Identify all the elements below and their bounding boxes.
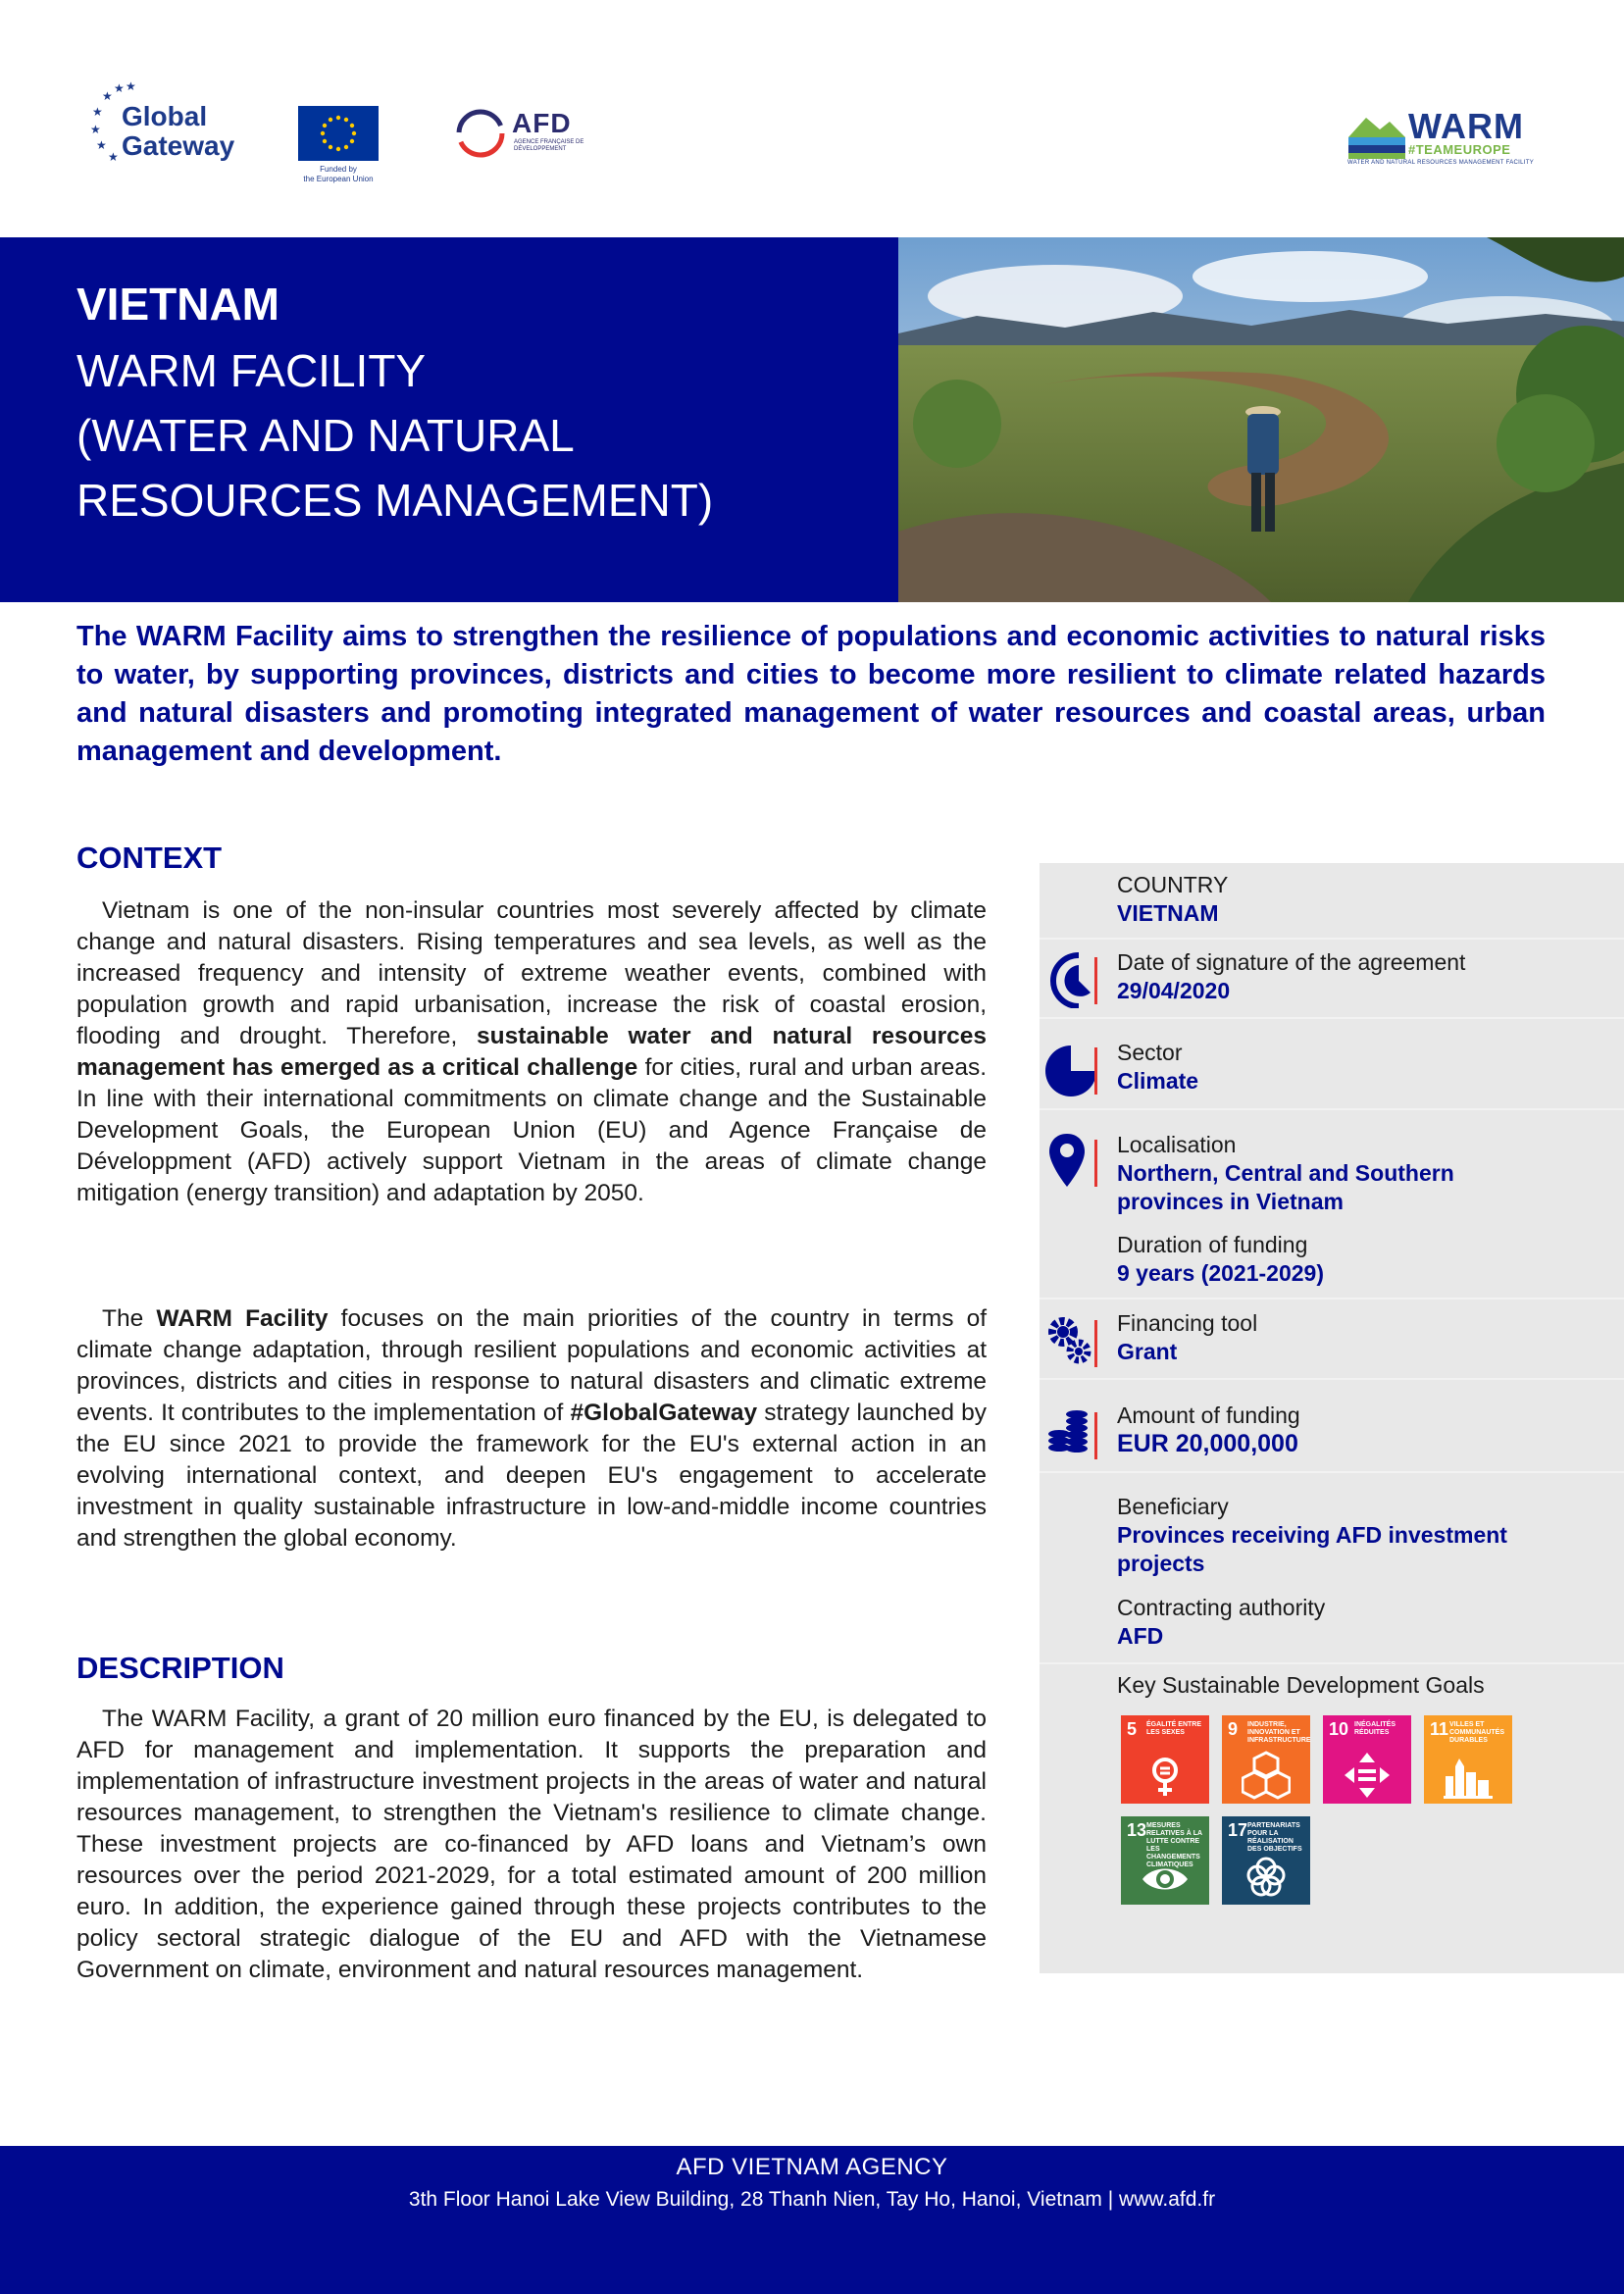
map-pin-icon bbox=[1045, 1132, 1104, 1191]
sdg-10-reduced-inequalities-tile bbox=[1323, 1715, 1411, 1804]
fact-country bbox=[1117, 871, 1588, 928]
context-p1-emphasis: sustainable water and natural resources management has emerged as a critical challenge bbox=[76, 1023, 987, 1081]
eu-flag-icon bbox=[298, 106, 379, 161]
sidebar-divider bbox=[1040, 1108, 1624, 1110]
beneficiary-value-line1: Provinces receiving AFD investment bbox=[1117, 1522, 1507, 1548]
sdg-number: 9 bbox=[1228, 1719, 1239, 1739]
sidebar-divider bbox=[1040, 1017, 1624, 1019]
context-paragraph-2 bbox=[76, 1303, 987, 1555]
sdg-11-sustainable-cities-tile bbox=[1424, 1715, 1512, 1804]
date-value: 29/04/2020 bbox=[1117, 978, 1231, 1003]
svg-text:★: ★ bbox=[96, 138, 107, 152]
financing-tool-label: Financing tool bbox=[1117, 1310, 1258, 1336]
localisation-label: Localisation bbox=[1117, 1132, 1237, 1157]
context-p2-emphasis-warm: WARM Facility bbox=[156, 1305, 329, 1332]
sidebar-divider bbox=[1040, 1471, 1624, 1473]
fact-financing-tool bbox=[1117, 1309, 1588, 1366]
context-p2-text-a: The bbox=[102, 1305, 157, 1332]
fact-amount bbox=[1117, 1402, 1588, 1458]
banner-subtitle-line3: RESOURCES MANAGEMENT) bbox=[76, 475, 714, 526]
footer-address: 3th Floor Hanoi Lake View Building, 28 Thanh Nien, Tay Ho, Hanoi, Vietnam | www.afd.fr bbox=[408, 2188, 1216, 2211]
amount-label: Amount of funding bbox=[1117, 1402, 1300, 1428]
sdg-title: INÉGALITÉS RÉDUITES bbox=[1354, 1721, 1396, 1736]
context-p2-text-b: focuses on the main priorities of the country in terms of climate change adaptation, through resilient populations and economic activities at provinces, districts and cities in response to natural disasters and climatic extreme events. It contributes to the implementation of bbox=[76, 1305, 988, 1426]
afd-subtitle: AGENCE FRANÇAISE DE DÉVELOPPEMENT bbox=[514, 139, 584, 152]
fact-sector bbox=[1117, 1039, 1588, 1096]
sdg-number: 5 bbox=[1127, 1719, 1138, 1739]
country-label: COUNTRY bbox=[1117, 872, 1229, 897]
context-heading: CONTEXT bbox=[76, 841, 223, 875]
context-p1-text-a: Vietnam is one of the non-insular countries most severely affected by climate change and natural disasters. Rising temperatures and sea levels, as well as the increased frequency and intensity of extreme weather events, combined with population growth and rapid urbanisation, increase the risk of coastal erosion, flooding and drought. Therefore, bbox=[76, 897, 987, 1049]
banner-subtitle-line2: (WATER AND NATURAL bbox=[76, 410, 575, 461]
banner-subtitle-line1: WARM FACILITY bbox=[76, 345, 427, 396]
description-paragraph: The WARM Facility, a grant of 20 million euro financed by the EU, is delegated to AFD for management and implementation. It supports the preparation and implementation of infrastructure investment projects in the areas of water and natural resources management, to strengthen the Vietnam's resilience to climate change. These investment projects are co-financed by AFD loans and Vietnam’s own resources over the period 2021-2029, for a total estimated amount of 200 million euro. In addition, the experience gained through these projects contributes to the policy sectoral strategic dialogue of the EU and AFD with the Vietnamese Government on climate, environment and natural resources management. bbox=[76, 1706, 987, 1983]
fact-contracting-authority bbox=[1117, 1594, 1588, 1651]
sdg-13-climate-action-tile bbox=[1121, 1816, 1209, 1905]
sdg-9-industry-innovation-tile bbox=[1222, 1715, 1310, 1804]
svg-text:★: ★ bbox=[92, 105, 103, 119]
warm-wordmark: WARM bbox=[1408, 106, 1524, 146]
localisation-value-line2: provinces in Vietnam bbox=[1117, 1189, 1344, 1214]
sidebar-divider bbox=[1040, 1298, 1624, 1300]
afd-ring-icon bbox=[453, 104, 512, 163]
pie-chart-icon bbox=[1045, 1040, 1104, 1098]
svg-text:★: ★ bbox=[114, 81, 125, 95]
contracting-authority-label: Contracting authority bbox=[1117, 1595, 1326, 1620]
sdg-number: 10 bbox=[1329, 1719, 1349, 1739]
beneficiary-value-line2: projects bbox=[1117, 1551, 1205, 1576]
sdg-title: VILLES ET COMMUNAUTÉS DURABLES bbox=[1449, 1721, 1504, 1744]
sidebar-divider bbox=[1040, 1378, 1624, 1380]
page-title: VIETNAM bbox=[76, 279, 279, 330]
duration-value: 9 years (2021-2029) bbox=[1117, 1260, 1324, 1286]
global-gateway-line2: Gateway bbox=[122, 130, 235, 161]
afd-wordmark: AFD bbox=[512, 108, 572, 138]
sdg-number: 17 bbox=[1228, 1820, 1248, 1840]
warm-teameurope: #TEAMEUROPE bbox=[1408, 142, 1511, 157]
duration-label: Duration of funding bbox=[1117, 1232, 1308, 1257]
sdg-title: MESURES RELATIVES À LA LUTTE CONTRE LES CHANGEMENTS CLIMATIQUES bbox=[1146, 1822, 1202, 1868]
warm-subtitle: WATER AND NATURAL RESOURCES MANAGEMENT FACILITY bbox=[1347, 160, 1535, 166]
gender-equality-icon bbox=[1141, 1751, 1190, 1800]
partnership-rings-icon bbox=[1242, 1852, 1291, 1901]
footer-agency-name: AFD VIETNAM AGENCY bbox=[676, 2154, 948, 2180]
amount-value: EUR 20,000,000 bbox=[1117, 1430, 1298, 1457]
localisation-value-line1: Northern, Central and Southern bbox=[1117, 1160, 1454, 1186]
fact-sdg-heading bbox=[1117, 1671, 1588, 1700]
country-value: VIETNAM bbox=[1117, 900, 1219, 926]
eye-globe-icon bbox=[1141, 1852, 1190, 1901]
sdg-number: 13 bbox=[1127, 1820, 1147, 1840]
context-paragraph-1 bbox=[76, 895, 987, 1209]
sdg-5-gender-equality-tile bbox=[1121, 1715, 1209, 1804]
calendar-clock-icon bbox=[1045, 949, 1104, 1008]
sector-value: Climate bbox=[1117, 1068, 1199, 1094]
sdg-17-partnerships-tile bbox=[1222, 1816, 1310, 1905]
sdg-title: PARTENARIATS POUR LA RÉALISATION DES OBJECTIFS bbox=[1247, 1822, 1302, 1853]
context-p2-emphasis-globalgateway: #GlobalGateway bbox=[570, 1400, 758, 1426]
sidebar-divider bbox=[1040, 1662, 1624, 1664]
context-p2-text-c: strategy launched by the EU since 2021 to provide the framework for the EU's external action in an evolving international context, and deepen EU's engagement to accelerate investment in quality sustainable infrastructure in low-and-middle income countries and strengthen the global economy. bbox=[76, 1400, 987, 1552]
city-buildings-icon bbox=[1444, 1751, 1493, 1800]
sidebar-divider bbox=[1040, 938, 1624, 940]
date-label: Date of signature of the agreement bbox=[1117, 949, 1466, 975]
coins-stack-icon bbox=[1045, 1404, 1104, 1463]
beneficiary-label: Beneficiary bbox=[1117, 1494, 1229, 1519]
warm-landscape-icon bbox=[1346, 108, 1407, 167]
sector-label: Sector bbox=[1117, 1040, 1183, 1065]
context-p1-text-b: for cities, rural and urban areas. In line with their international commitments on climate change and the Sustainable Development Goals, the European Union (EU) and Agence Française de Développment (AFD) actively support Vietnam in the areas of climate change mitigation (energy transition) and adaptation by 2050. bbox=[76, 1054, 987, 1206]
equality-arrows-icon bbox=[1343, 1751, 1392, 1800]
lead-paragraph: The WARM Facility aims to strengthen the resilience of populations and economic activities to natural risks to water, by supporting provinces, districts and cities to become more resilient to climate related hazards and natural disasters and promoting integrated management of water resources and coastal areas, urban management and development. bbox=[76, 621, 1546, 767]
financing-tool-value: Grant bbox=[1117, 1339, 1178, 1364]
fact-localisation bbox=[1117, 1131, 1588, 1216]
eu-caption-line1: Funded by bbox=[320, 165, 357, 174]
sdg-number: 11 bbox=[1430, 1719, 1449, 1739]
sdg-title: INDUSTRIE, INNOVATION ET INFRASTRUCTURE bbox=[1247, 1721, 1311, 1744]
sdg-title: ÉGALITÉ ENTRE LES SEXES bbox=[1146, 1721, 1202, 1736]
fact-beneficiary bbox=[1117, 1493, 1588, 1578]
contracting-authority-value: AFD bbox=[1117, 1623, 1164, 1649]
global-gateway-logo bbox=[88, 78, 260, 167]
fact-signature-date bbox=[1117, 948, 1588, 1005]
svg-text:★: ★ bbox=[126, 79, 136, 93]
svg-text:★: ★ bbox=[102, 89, 113, 103]
eu-funding-caption bbox=[284, 165, 392, 184]
eu-caption-line2: the European Union bbox=[303, 175, 374, 183]
global-gateway-line1: Global bbox=[122, 101, 208, 131]
gears-icon bbox=[1045, 1312, 1104, 1371]
landscape-photo bbox=[898, 237, 1624, 602]
description-heading: DESCRIPTION bbox=[76, 1651, 284, 1685]
sdg-label: Key Sustainable Development Goals bbox=[1117, 1672, 1485, 1698]
svg-text:★: ★ bbox=[108, 150, 119, 164]
fact-duration bbox=[1117, 1231, 1588, 1288]
svg-text:★: ★ bbox=[90, 123, 101, 136]
cubes-icon bbox=[1242, 1751, 1291, 1800]
